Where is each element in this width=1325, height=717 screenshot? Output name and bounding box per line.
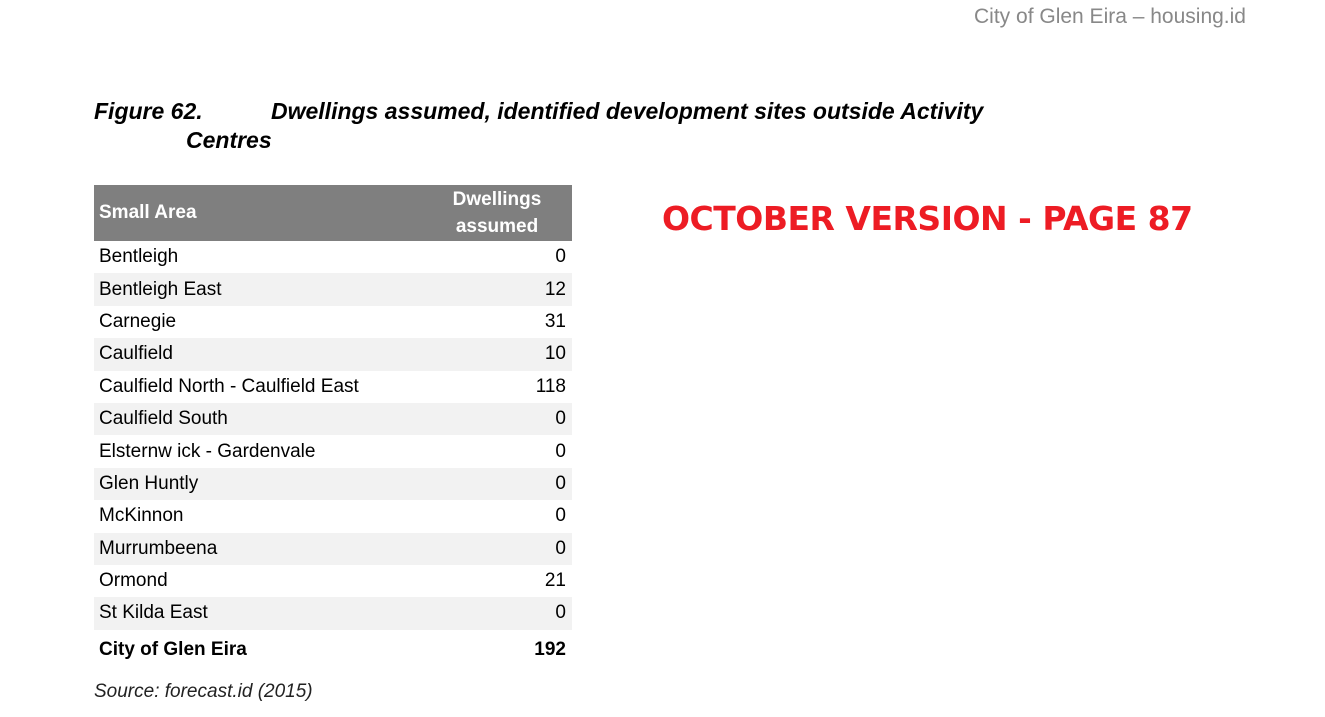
table-row [94, 241, 572, 273]
total-area-cell: City of Glen Eira [99, 638, 247, 660]
table-row [94, 435, 572, 467]
small-area-cell: Carnegie [99, 310, 177, 332]
total-dwellings-cell: 192 [534, 638, 566, 660]
dwellings-cell: 12 [544, 278, 566, 300]
figure-number: Figure 62. [94, 98, 203, 124]
dwellings-cell: 118 [535, 375, 566, 397]
source-note: Source: forecast.id (2015) [94, 681, 313, 702]
dwellings-cell: 0 [555, 602, 566, 624]
dwellings-cell: 10 [544, 343, 566, 365]
dwellings-cell: 31 [544, 310, 566, 332]
table-body [94, 241, 572, 630]
dwellings-cell: 0 [555, 408, 566, 430]
small-area-cell: Bentleigh East [99, 278, 222, 300]
table-row [94, 338, 572, 370]
table-row [94, 306, 572, 338]
dwellings-cell: 0 [555, 537, 566, 559]
table-row [94, 273, 572, 305]
small-area-cell: Caulfield South [99, 408, 228, 430]
table-header-row [94, 185, 572, 241]
dwellings-cell: 0 [555, 246, 566, 268]
table-row [94, 403, 572, 435]
column-header-dwellings: Dwellings assumed [452, 189, 542, 237]
figure-title-line2: Centres [186, 127, 272, 153]
small-area-cell: Bentleigh [99, 246, 179, 268]
small-area-cell: Caulfield North - Caulfield East [99, 375, 359, 397]
table-row [94, 597, 572, 629]
small-area-cell: Glen Huntly [99, 472, 199, 494]
dwellings-cell: 0 [555, 472, 566, 494]
dwellings-cell: 0 [555, 440, 566, 462]
table-total-row [94, 630, 572, 670]
figure-caption [94, 97, 1094, 155]
small-area-cell: Caulfield [99, 343, 173, 365]
table-row [94, 565, 572, 597]
column-header-small-area: Small Area [99, 202, 197, 223]
dwellings-table [94, 185, 572, 670]
small-area-cell: St Kilda East [99, 602, 208, 624]
table-row [94, 468, 572, 500]
small-area-cell: Murrumbeena [99, 537, 218, 559]
small-area-cell: Ormond [99, 570, 168, 592]
running-header: City of Glen Eira – housing.id [974, 5, 1246, 28]
table-row [94, 500, 572, 532]
small-area-cell: Elsternw ick - Gardenvale [99, 440, 316, 462]
version-stamp: OCTOBER VERSION - PAGE 87 [662, 199, 1193, 238]
dwellings-cell: 21 [544, 570, 566, 592]
table-row [94, 371, 572, 403]
figure-title-line1: Dwellings assumed, identified development sites outside Activity [271, 98, 984, 124]
small-area-cell: McKinnon [99, 505, 184, 527]
table-row [94, 533, 572, 565]
dwellings-cell: 0 [555, 505, 566, 527]
